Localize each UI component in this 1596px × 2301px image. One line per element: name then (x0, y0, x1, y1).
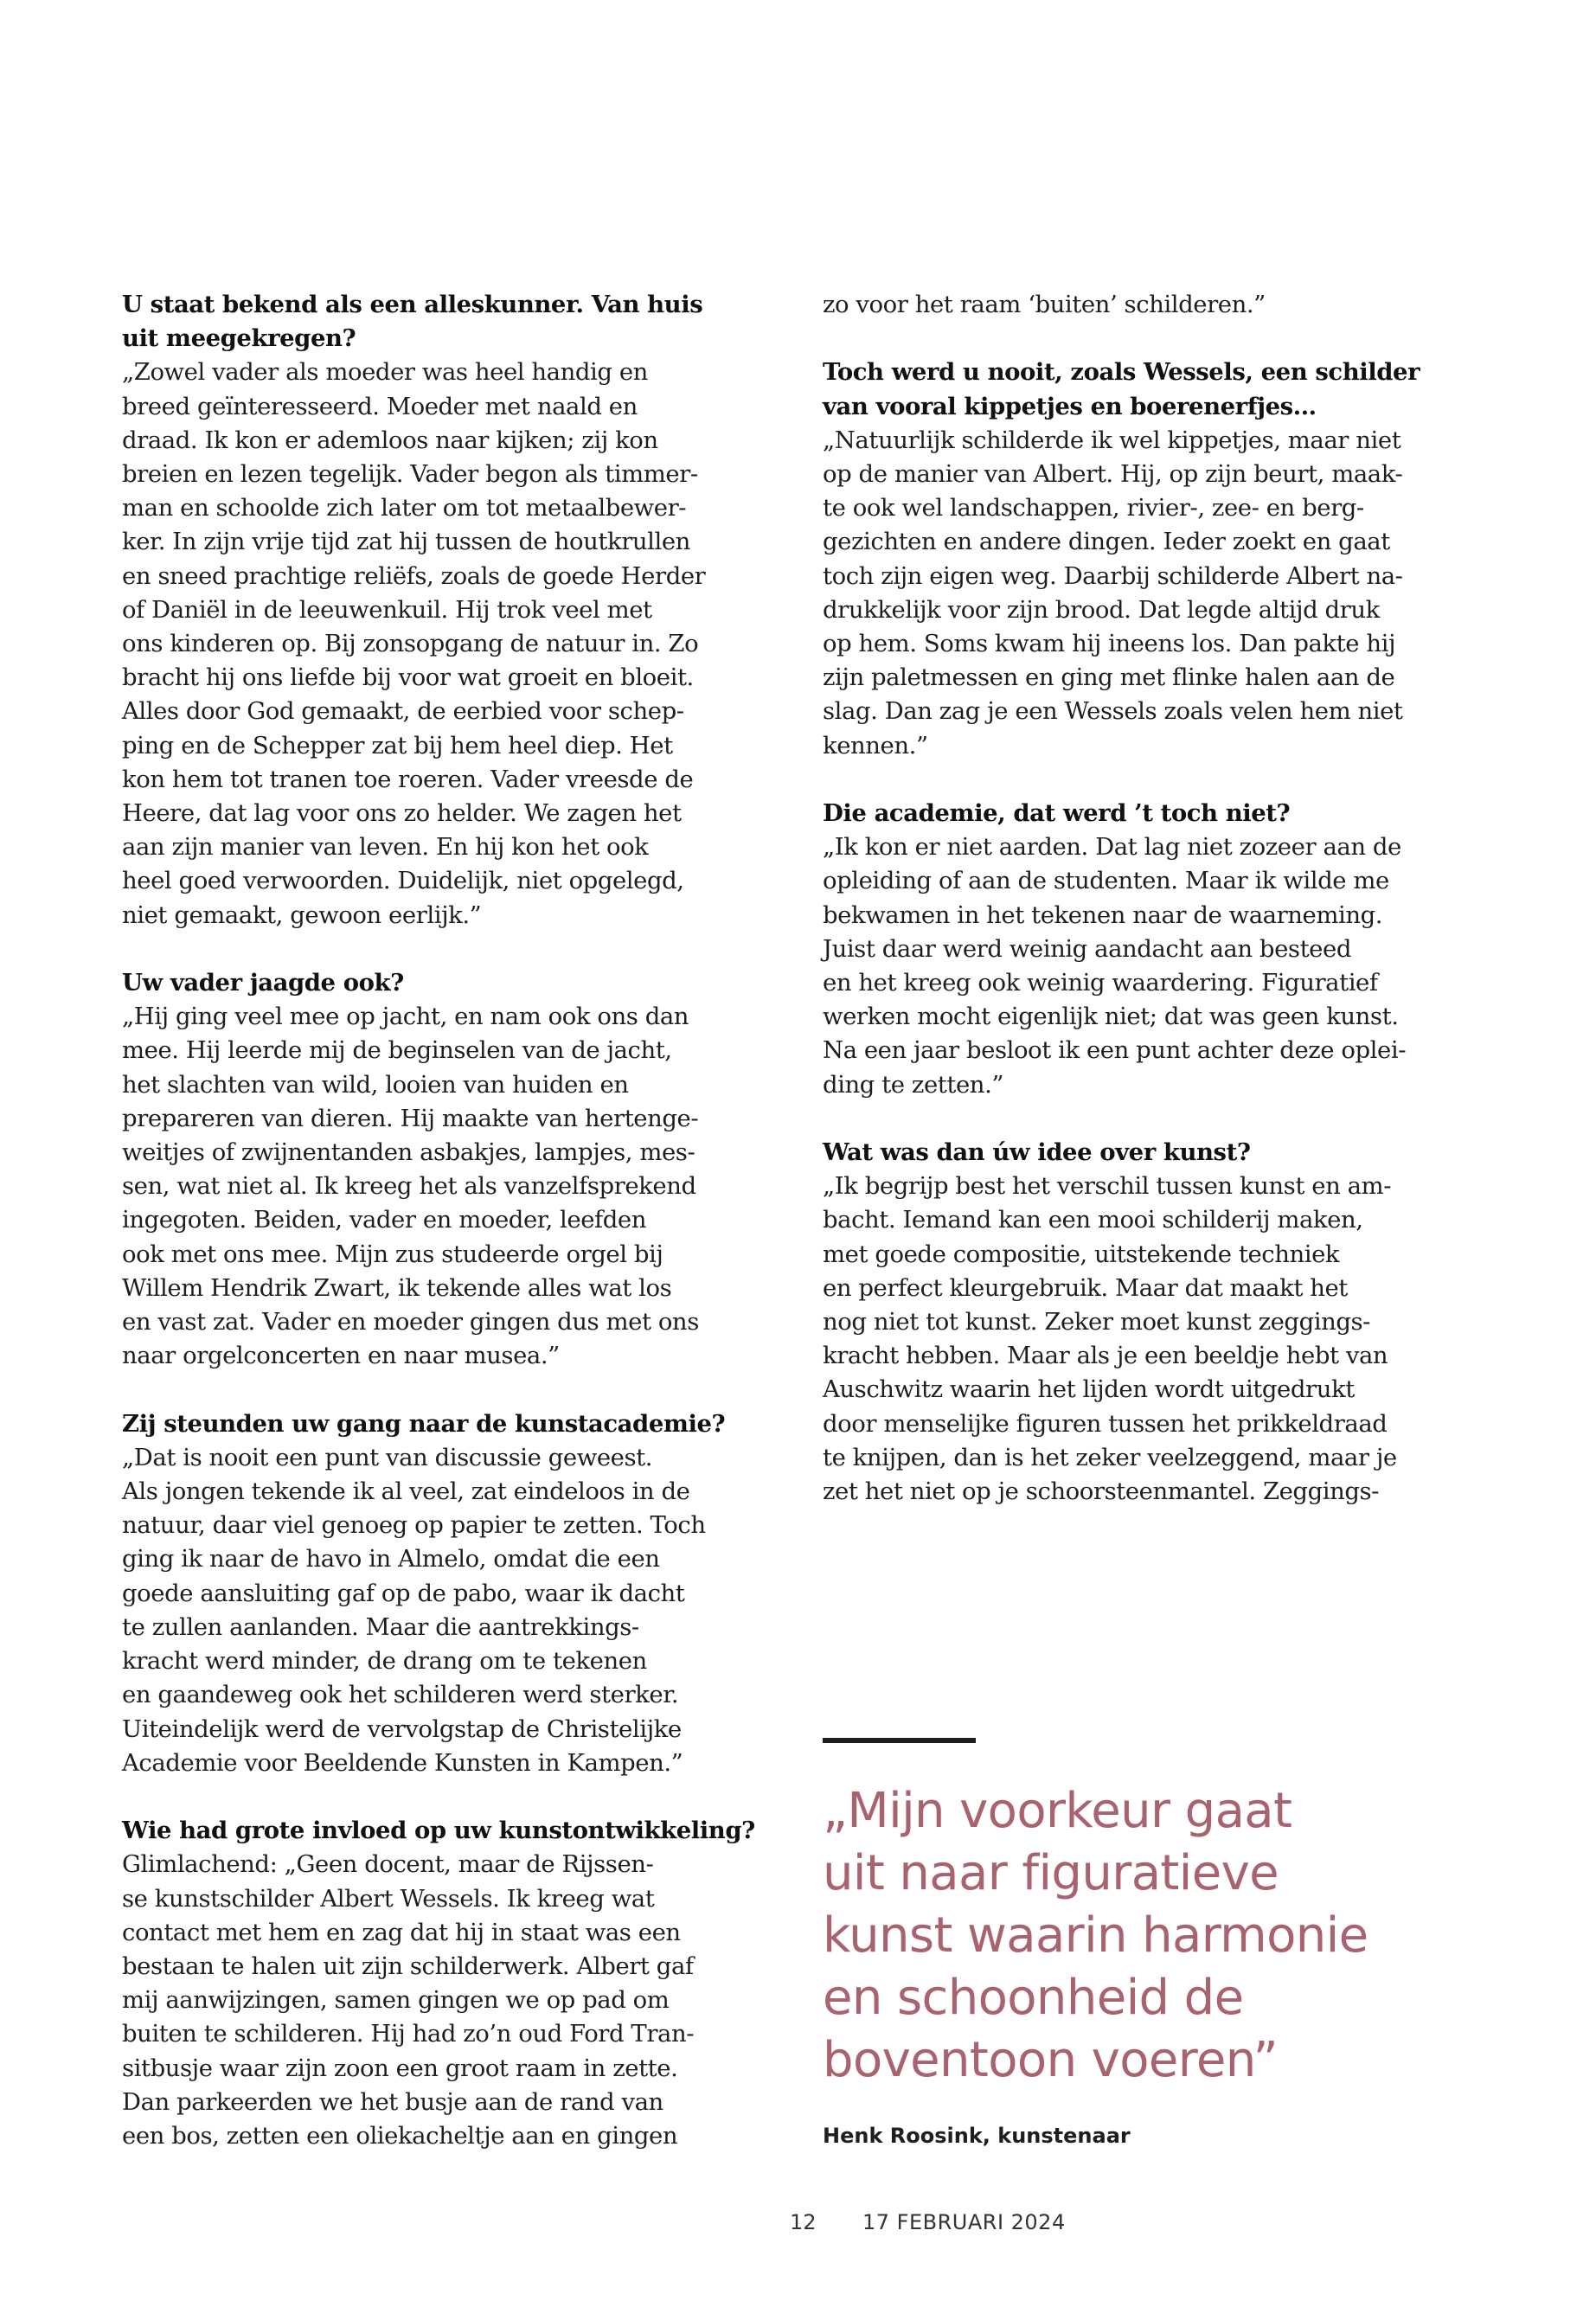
paragraph-gap (823, 763, 1385, 797)
text-line: en vast zat. Vader en moeder gingen dus met ons (122, 1308, 699, 1336)
text-line: U staat bekend als een alleskunner. Van huis (122, 291, 703, 318)
text-line: Na een jaar besloot ik een punt achter deze oplei- (823, 1036, 1407, 1065)
text-line: Dan parkeerden we het busje aan de rand van (122, 2087, 663, 2116)
text-line: „Hij ging veel mee op jacht, en nam ook ons dan (122, 1003, 689, 1031)
text-line: „Dat is nooit een punt van discussie geweest. (122, 1443, 653, 1471)
text-line: Wie had grote invloed op uw kunstontwikkeling? (122, 1817, 755, 1845)
interview-question (823, 797, 1385, 830)
text-line: te knijpen, dan is het zeker veelzeggend, maar je (823, 1443, 1397, 1471)
text-line: Die academie, dat werd ’t toch niet? (823, 799, 1291, 828)
text-line: „Zowel vader als moeder was heel handig en (122, 358, 648, 387)
text-line: zijn paletmessen en ging met flinke halen aan de (823, 663, 1395, 692)
text-line: op de manier van Albert. Hij, op zijn beurt, maak- (823, 460, 1403, 488)
interview-answer (823, 288, 1385, 322)
text-line: een bos, zetten een oliekacheltje aan en gingen (122, 2121, 678, 2150)
text-line: naar orgelconcerten en naar musea.” (122, 1342, 560, 1370)
pull-quote-line: „Mijn voorkeur gaat (823, 1783, 1292, 1839)
text-line: ingegoten. Beiden, vader en moeder, leefden (122, 1206, 646, 1234)
interview-answer (823, 830, 1407, 1102)
pull-quote-line: en schoonheid de (823, 1970, 1244, 2026)
text-line: mij aanwijzingen, samen gingen we op pad om (122, 1986, 670, 2015)
text-line: man en schoolde zich later om tot metaalbewer- (122, 494, 687, 522)
text-line: en perfect kleurgebruik. Maar dat maakt het (823, 1273, 1348, 1302)
text-line: en gaandeweg ook het schilderen werd sterker. (122, 1681, 679, 1709)
text-line: Willem Hendrik Zwart, ik tekende alles wat los (122, 1273, 672, 1302)
text-line: Zij steunden uw gang naar de kunstacademie? (122, 1409, 726, 1438)
text-line: se kunstschilder Albert Wessels. Ik kreeg wat (122, 1884, 655, 1913)
text-line: zo voor het raam ‘buiten’ schilderen.” (823, 291, 1266, 318)
text-line: Wat was dan úw idee over kunst? (823, 1138, 1251, 1167)
text-line: toch zijn eigen weg. Daarbij schilderde Albert na- (823, 561, 1403, 590)
text-line: bacht. Iemand kan een mooi schilderij maken, (823, 1206, 1363, 1234)
interview-question (823, 356, 1420, 423)
interview-answer (122, 1000, 699, 1373)
text-line: bestaan te halen uit zijn schilderwerk. Albert gaf (122, 1952, 694, 1980)
text-line: door menselijke figuren tussen het prikkeldraad (823, 1409, 1388, 1438)
text-line: sitbusje waar zijn zoon een groot raam in zette. (122, 2054, 678, 2082)
interview-answer (823, 1170, 1397, 1509)
issue-date: 17 FEBRUARI 2024 (862, 2210, 1066, 2234)
text-line: ging ik naar de havo in Almelo, omdat die een (122, 1545, 660, 1574)
text-line: ook met ons mee. Mijn zus studeerde orgel bij (122, 1240, 663, 1268)
interview-answer (122, 1848, 695, 2153)
text-line: ons kinderen op. Bij zonsopgang de natuur in. Zo (122, 630, 699, 658)
text-line: aan zijn manier van leven. En hij kon het ook (122, 833, 649, 862)
text-line: Auschwitz waarin het lijden wordt uitgedrukt (823, 1375, 1355, 1404)
page-number: 12 (790, 2210, 817, 2234)
text-line: weitjes of zwijnentanden asbakjes, lampjes, mes- (122, 1138, 695, 1167)
text-line: Academie voor Beeldende Kunsten in Kampen.” (122, 1748, 683, 1777)
pull-quote-line: boventoon voeren” (823, 2032, 1279, 2088)
text-line: opleiding of aan de studenten. Maar ik wilde me (823, 867, 1389, 895)
text-line: Uw vader jaagde ook? (122, 969, 404, 997)
text-line: kracht hebben. Maar als je een beeldje hebt van (823, 1342, 1388, 1370)
text-line: breed geïnteresseerd. Moeder met naald en (122, 392, 638, 420)
text-line: ding te zetten.” (823, 1070, 1003, 1099)
text-line: van vooral kippetjes en boerenerfjes… (823, 392, 1317, 420)
text-line: drukkelijk voor zijn brood. Dat legde altijd druk (823, 595, 1380, 624)
text-line: „Ik begrijp best het verschil tussen kunst en am- (823, 1172, 1392, 1201)
text-line: ping en de Schepper zat bij hem heel diep. Het (122, 731, 673, 760)
text-line: mee. Hij leerde mij de beginselen van de jacht, (122, 1036, 672, 1065)
pull-quote-line: kunst waarin harmonie (823, 1907, 1368, 1964)
text-line: goede aansluiting gaf op de pabo, waar ik dacht (122, 1579, 685, 1607)
text-line: Heere, dat lag voor ons zo helder. We zagen het (122, 799, 682, 828)
text-line: heel goed verwoorden. Duidelijk, niet opgelegd, (122, 867, 684, 895)
paragraph-gap (823, 322, 1385, 356)
text-line: Alles door God gemaakt, de eerbied voor schep- (122, 697, 684, 726)
text-line: prepareren van dieren. Hij maakte van hertenge- (122, 1104, 699, 1132)
interview-answer (122, 356, 706, 932)
text-line: buiten te schilderen. Hij had zo’n oud Ford Tran- (122, 2020, 695, 2048)
text-line: en het kreeg ook weinig waardering. Figuratief (823, 969, 1378, 997)
interview-question (823, 1136, 1385, 1170)
text-line: kon hem tot tranen toe roeren. Vader vreesde de (122, 765, 694, 793)
text-line: Als jongen tekende ik al veel, zat eindeloos in de (122, 1477, 690, 1506)
text-line: Glimlachend: „Geen docent, maar de Rijssen- (122, 1850, 654, 1879)
interview-answer (823, 424, 1403, 763)
pull-quote-line: uit naar figuratieve (823, 1845, 1279, 1901)
text-line: Toch werd u nooit, zoals Wessels, een schilder (823, 358, 1420, 387)
text-line: te zullen aanlanden. Maar die aantrekkings- (122, 1612, 639, 1641)
text-line: op hem. Soms kwam hij ineens los. Dan pakte hij (823, 630, 1396, 658)
pull-quote-attribution: Henk Roosink, kunstenaar (823, 2124, 1131, 2148)
text-line: bekwamen in het tekenen naar de waarneming. (823, 901, 1383, 929)
text-line: en sneed prachtige reliëfs, zoals de goede Herder (122, 561, 706, 590)
text-line: Juist daar werd weinig aandacht aan besteed (823, 934, 1351, 963)
text-line: niet gemaakt, gewoon eerlijk.” (122, 901, 482, 929)
text-line: „Ik kon er niet aarden. Dat lag niet zozeer aan de (823, 833, 1401, 862)
text-line: te ook wel landschappen, rivier-, zee- en berg- (823, 494, 1364, 522)
text-line: ker. In zijn vrije tijd zat hij tussen de houtkrullen (122, 528, 690, 556)
paragraph-gap (122, 1373, 684, 1407)
interview-question (122, 1814, 755, 1848)
paragraph-gap (122, 1780, 684, 1814)
interview-question (122, 1407, 726, 1441)
text-line: met goede compositie, uitstekende techniek (823, 1240, 1340, 1268)
text-line: contact met hem en zag dat hij in staat was een (122, 1918, 681, 1946)
text-line: slag. Dan zag je een Wessels zoals velen hem niet (823, 697, 1403, 726)
text-line: het slachten van wild, looien van huiden en (122, 1070, 629, 1099)
text-line: uit meegekregen? (122, 324, 356, 353)
interview-question (122, 288, 703, 356)
right-column (823, 288, 1420, 1509)
text-line: „Natuurlijk schilderde ik wel kippetjes, maar niet (823, 426, 1401, 454)
text-line: kracht werd minder, de drang om te tekenen (122, 1647, 647, 1676)
text-line: nog niet tot kunst. Zeker moet kunst zeggings- (823, 1308, 1371, 1336)
interview-question (122, 966, 684, 1000)
left-column (122, 288, 755, 2153)
text-line: breien en lezen tegelijk. Vader begon als timmer- (122, 460, 698, 489)
text-line: of Daniël in de leeuwenkuil. Hij trok veel met (122, 595, 652, 624)
text-line: gezichten en andere dingen. Ieder zoekt en gaat (823, 528, 1390, 556)
paragraph-gap (122, 933, 684, 966)
text-line: sen, wat niet al. Ik kreeg het als vanzelfsprekend (122, 1172, 696, 1201)
text-line: natuur, daar viel genoeg op papier te zetten. Toch (122, 1511, 706, 1540)
text-line: bracht hij ons liefde bij voor wat groeit en bloeit. (122, 663, 694, 692)
interview-answer (122, 1441, 706, 1780)
pull-quote (823, 1780, 1480, 2092)
paragraph-gap (823, 1102, 1385, 1136)
text-line: werken mocht eigenlijk niet; dat was geen kunst. (823, 1003, 1399, 1031)
text-line: kennen.” (823, 731, 928, 760)
text-line: draad. Ik kon er ademloos naar kijken; zij kon (122, 426, 658, 454)
text-line: Uiteindelijk werd de vervolgstap de Christelijke (122, 1715, 682, 1743)
pull-quote-rule (823, 1738, 976, 1743)
text-line: zet het niet op je schoorsteenmantel. Zeggings- (823, 1477, 1379, 1506)
